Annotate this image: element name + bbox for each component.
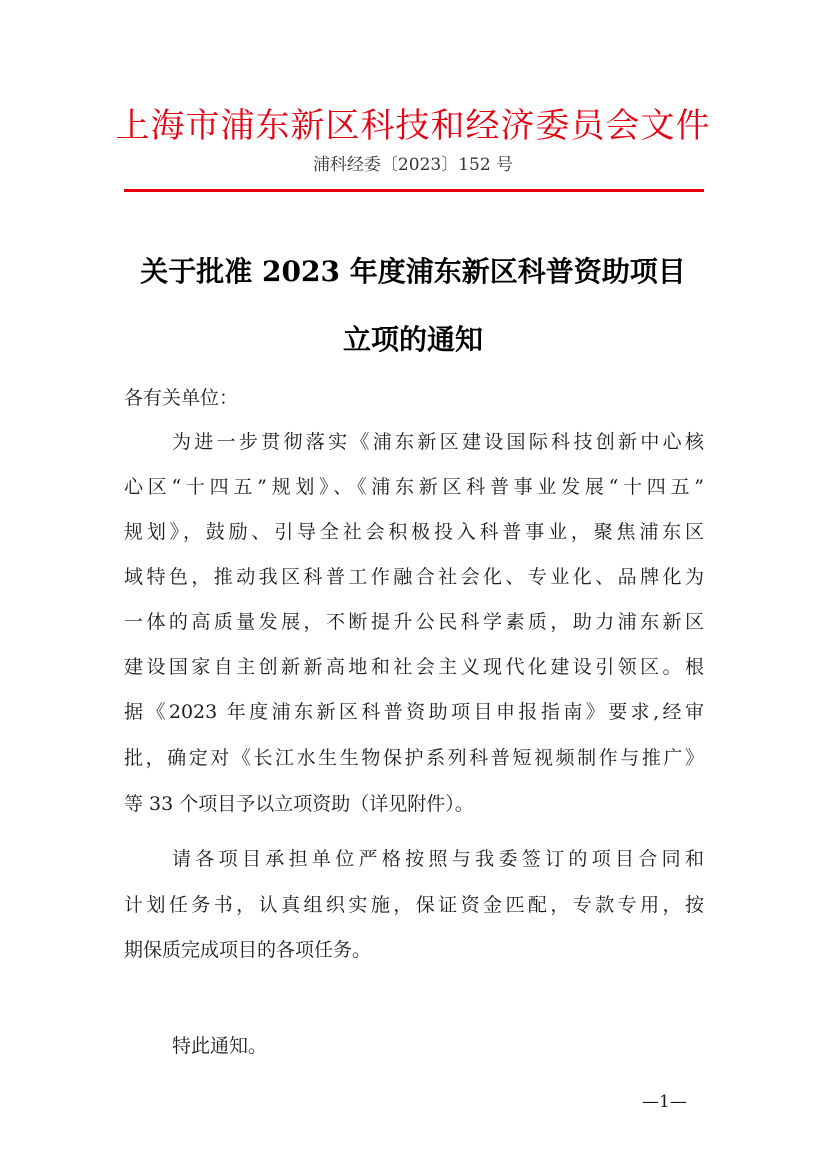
page-number: —1— [642,1092,687,1112]
paragraph-1-line: 域特色，推动我区科普工作融合社会化、专业化、品牌化为 [124,566,704,588]
paragraph-2-line: 期保质完成项目的各项任务。 [124,939,372,961]
paragraph-1-line: 规划》，鼓励、引导全社会积极投入科普事业，聚焦浦东区 [124,521,704,543]
paragraph-1-line: 等 33 个项目予以立项资助（详见附件）。 [124,793,474,815]
paragraph-1-line: 心区“十四五”规划》、《浦东新区科普事业发展“十四五” [124,476,704,498]
notice-title-line-2: 立项的通知 [342,323,483,356]
paragraph-1-line: 建设国家自主创新新高地和社会主义现代化建设引领区。根 [124,656,704,678]
paragraph-1-line: 据《2023 年度浦东新区科普资助项目申报指南》要求,经审 [124,701,704,723]
paragraph-2-line: 请各项目承担单位严格按照与我委签订的项目合同和 [172,848,704,870]
salutation: 各有关单位： [124,387,239,409]
closing-remark: 特此通知。 [172,1035,268,1057]
paragraph-1-line: 批，确定对《长江水生生物保护系列科普短视频制作与推广》 [124,747,704,769]
paragraph-2-line: 计划任务书，认真组织实施，保证资金匹配，专款专用，按 [124,894,704,916]
paragraph-1-line: 为进一步贯彻落实《浦东新区建设国际科技创新中心核 [172,431,704,453]
paragraph-1-line: 一体的高质量发展，不断提升公民科学素质，助力浦东新区 [124,611,704,633]
notice-title-line-1: 关于批准 2023 年度浦东新区科普资助项目 [140,255,686,288]
red-header-rule [124,189,704,192]
document-number: 浦科经委〔2023〕152 号 [312,155,514,175]
org-header-title: 上海市浦东新区科技和经济委员会文件 [115,106,711,146]
